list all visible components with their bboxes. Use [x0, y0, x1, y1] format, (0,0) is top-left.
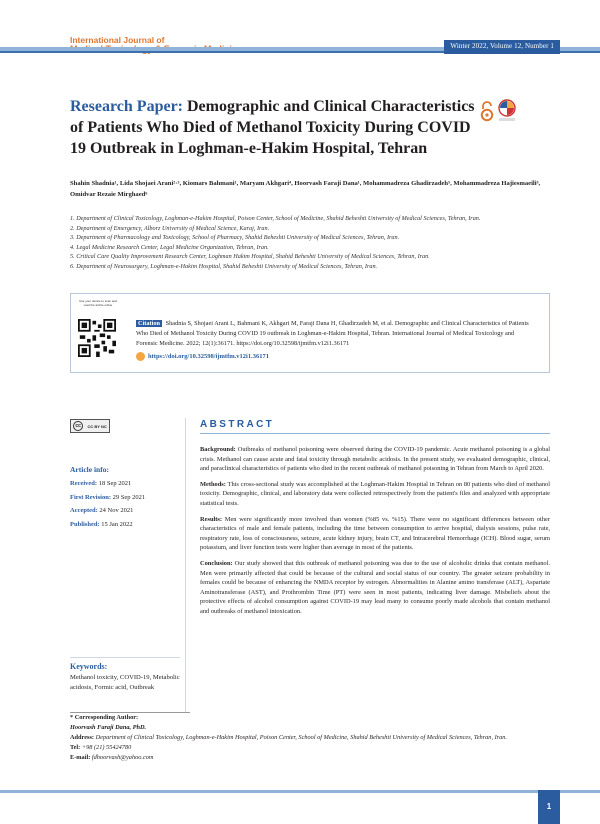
affiliation-item: 2. Department of Emergency, Alborz University of Medical Science, Karaj, Iran. — [70, 224, 270, 232]
keywords-text: Methanol toxicity, COVID-19, Metabolic acidosis, Formic acid, Outbreak — [70, 674, 180, 691]
page-number: 1 — [538, 790, 560, 824]
article-title-text: Demographic and Clinical Characteristics of Patients Who Died of Methanol Toxicity During COVID 19 Outbreak in Loghman-e-Hakim Hospital, Tehran — [70, 98, 475, 157]
article-info — [70, 465, 180, 531]
issue-badge: Winter 2022, Volume 12, Number 1 — [444, 40, 560, 54]
abstract-background — [200, 445, 550, 474]
revision-label: First Revision: — [70, 493, 111, 501]
background-label: Background: — [200, 446, 236, 453]
journal-title-line1: International Journal of — [70, 35, 165, 45]
abstract-methods — [200, 480, 550, 509]
affiliation-item: 6. Department of Neurosurgery, Loghman-e-Hakim Hospital, Shahid Beheshti University of Medical Sciences, Tehran, Iran. — [70, 262, 378, 270]
affiliation-item: 3. Department of Pharmacology and Toxicology, School of Pharmacy, Shahid Beheshti University of Medical Sciences, Tehran, Iran. — [70, 234, 400, 242]
accepted-label: Accepted: — [70, 507, 98, 514]
doi-url[interactable]: https://doi.org/10.32598/ijmtfm.v12i1.36171 — [148, 352, 269, 360]
conclusion-text: Our study showed that this outbreak of methanol poisoning was due to the use of alcoholic drinks that contain methanol. Men were primarily affected that could be because of the cultural and social status of our country. The greater seizure probability in females could be because of enhancing the NMDA receptor by estrogen. Abnormalities in Alanine amino transferase (ALT), Aspartate Aminotransferase (AST), and Prothrombin Time (PT) were seen in most patients, indicating liver damage. Misbeliefs about the protective effects of alcohol consumption against COVID-19 may lead many to consume poorly made alcohols that contain methanol and outbreaks of methanol intoxication. — [200, 559, 550, 615]
published-date: 15 Jan 2022 — [101, 520, 133, 528]
conclusion-label: Conclusion: — [200, 559, 233, 567]
authors-list: Shahin Shadnia¹, Lida Shojaei Arani²·³, Kiomars Bahmani¹, Maryam Akhgari⁴, Hoorvash Faraji Dana¹, Mohammadreza Ghadirzadeh⁵, Mohammadreza Hajiesmaeili⁵, Omidvar Rezaie Mirghaed⁶ — [70, 180, 541, 198]
abstract-results — [200, 515, 550, 553]
article-title — [70, 96, 490, 159]
affiliations — [70, 214, 550, 272]
crossmark-icon[interactable] — [497, 99, 517, 123]
email-text[interactable]: fdhoorvash@yahoo.com — [91, 754, 154, 761]
article-info-heading: Article info: — [70, 465, 109, 474]
citation-text — [136, 319, 536, 349]
page-header — [0, 0, 600, 62]
article-type: Research Paper: — [70, 98, 183, 115]
accepted-row — [70, 504, 180, 518]
address-label: Address: — [70, 734, 95, 741]
keywords-section — [70, 662, 180, 693]
corresponding-author — [70, 713, 550, 763]
qr-code-icon[interactable] — [78, 319, 116, 357]
cc-icon: cc — [73, 421, 83, 431]
received-date: 18 Sep 2021 — [98, 480, 132, 487]
address-text: Department of Clinical Toxicology, Loghman-e-Hakim Hospital, Poison Center, School of Medicine, Shahid Beheshti University of Medical Sciences, Tehran, Iran. — [95, 734, 508, 741]
doi-link[interactable] — [136, 352, 269, 361]
published-label: Published: — [70, 520, 100, 528]
affiliation-item: 1. Department of Clinical Toxicology, Loghman-e-Hakim Hospital, Poison Center, School of Medicine, Shahid Beheshti University of Medical Sciences, Tehran, Iran. — [70, 215, 481, 222]
keywords-heading: Keywords: — [70, 662, 108, 671]
footer-bar — [0, 790, 600, 793]
received-label: Received: — [70, 480, 98, 487]
background-text: Outbreaks of methanol poisoning were observed during the COVID-19 pandemic. Acute methanol poisoning is a global crisis. Methanol can cause acute and fatal toxicity through metabolic acidosis. In the present study, we evaluated demographic, clinical, and paraclinical characteristics of patients who died in the recent outbreak of methanol poisoning in Tehran from March to April 2020. — [200, 446, 550, 473]
column-divider — [185, 418, 186, 712]
citation-body: Shadnia S, Shojaei Arani L, Bahmani K, Akhgari M, Faraji Dana H, Ghadirzadeh M, et al. Demographic and Clinical Characteristics of Patients Who Died of Methanol Toxicity During COVID 19 outbreak in Loghman-e-Hakim Hospital, Tehran. International Journal of Medical Toxicology and Forensic Medicine. 2022; 12(1):36171. https://doi.org/10.32598/ijmtfm.v12i1.36171 — [136, 320, 529, 347]
doi-icon — [136, 352, 145, 361]
license-badge[interactable] — [70, 419, 110, 433]
qr-panel — [72, 295, 124, 371]
results-text: Men were significantly more involved than women (%85 vs. %15). There were no significant differences between other characteristics of male and female patients, including the time between consumption to arrive hospital, dialysis sessions, pulse rate, respiratory rate, loss of consciousness, seizure, acute kidney injury, brain CT, and Intracerebral Hemorrhage (ICH). Blood sugar, serum potassium, and liver function tests were higher than average in most of the patients. — [200, 515, 550, 552]
affiliation-item: 4. Legal Medicine Research Center, Legal Medicine Organization, Tehran, Iran. — [70, 243, 269, 251]
tel-label: Tel: — [70, 744, 81, 751]
corresponding-name: Hoorvash Faraji Dana, PhD. — [70, 724, 147, 731]
keywords-divider — [70, 657, 180, 658]
accepted-date: 24 Nov 2021 — [99, 507, 134, 514]
corresponding-heading: * Corresponding Author: — [70, 714, 139, 721]
email-label: E-mail: — [70, 754, 91, 761]
received-row — [70, 477, 180, 491]
citation-label: Citation — [138, 320, 161, 327]
tel-text: +98 (21) 55424780 — [81, 744, 132, 751]
published-row — [70, 518, 180, 532]
methods-label: Methods: — [200, 480, 226, 488]
abstract-heading: ABSTRACT — [200, 419, 550, 434]
abstract-body — [200, 445, 550, 623]
affiliation-item: 5. Critical Care Quality Improvement Research Center, Loghman Hakim Hospital, Shahid Beheshti University of Medical Sciences, Tehran, Iran. — [70, 253, 430, 261]
qr-label: Use your device to scan and read the article online — [79, 299, 117, 307]
methods-text: This cross-sectional study was accomplished at the Loghman-Hakim Hospital in Tehran on 80 patients who died of methanol toxicity. Demographic, clinical, and laboratory data were collected retrospectively from the patient's files and analyzed with appropriate statistical tests. — [200, 480, 550, 507]
abstract-conclusion — [200, 559, 550, 617]
results-label: Results: — [200, 515, 223, 523]
revision-row — [70, 491, 180, 505]
revision-date: 29 Sep 2021 — [112, 493, 146, 501]
open-access-icon — [480, 100, 494, 122]
license-text: CC BY NC — [87, 423, 107, 429]
